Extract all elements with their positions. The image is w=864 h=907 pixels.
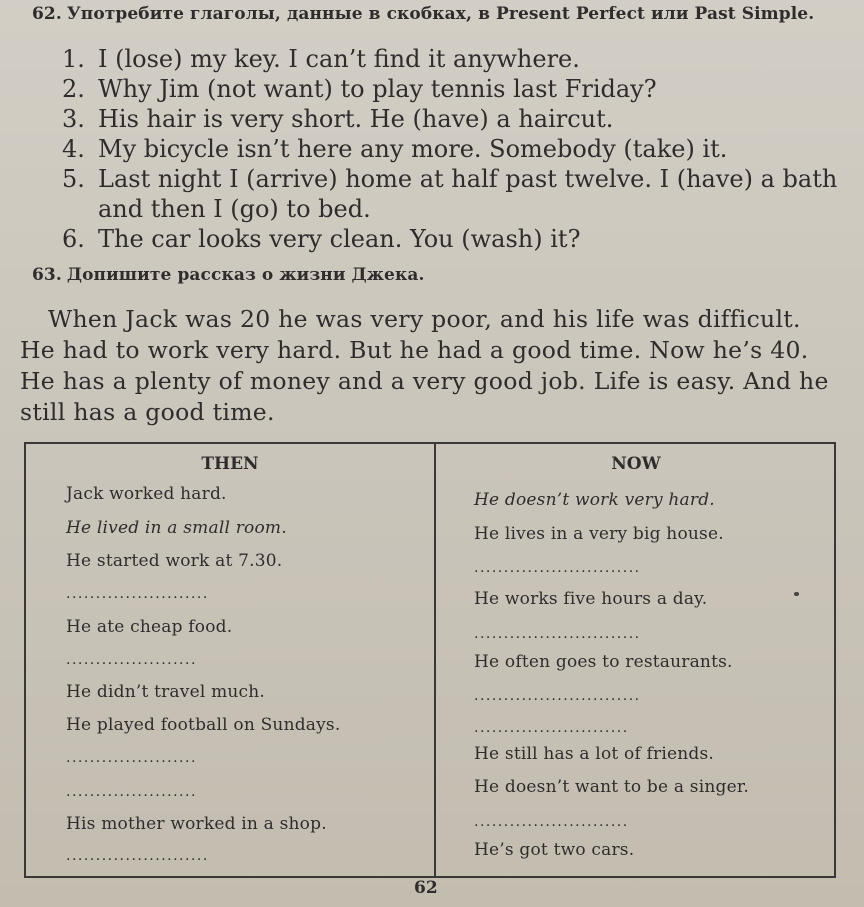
item-number: 4.: [62, 135, 85, 163]
item-text-continuation: and then I (go) to bed.: [98, 195, 371, 223]
then-blank: ........................: [66, 848, 209, 864]
now-row: He’s got two cars.: [474, 840, 635, 860]
exercise-63-heading: [32, 265, 424, 285]
item-number: 3.: [62, 105, 85, 133]
story-line: He had to work very hard. But he had a good time. Now he’s 40.: [20, 336, 809, 364]
now-row: He doesn’t want to be a singer.: [474, 777, 749, 797]
now-row: He often goes to restaurants.: [474, 652, 733, 672]
then-blank: ......................: [66, 784, 197, 800]
now-row: He works five hours a day.: [474, 589, 708, 609]
then-blank: ........................: [66, 586, 209, 602]
story-paragraph: [20, 304, 850, 428]
item-text: Why Jim (not want) to play tennis last Friday?: [98, 75, 657, 103]
then-row: Jack worked hard.: [66, 484, 227, 504]
item-text: Last night I (arrive) home at half past twelve. I (have) a bath: [98, 165, 838, 193]
item-number: 2.: [62, 75, 85, 103]
then-header: THEN: [201, 454, 259, 474]
then-now-table: [24, 442, 836, 878]
exercise-item: [62, 44, 837, 74]
exercise-item: [62, 164, 837, 224]
then-row: He played football on Sundays.: [66, 715, 341, 735]
exercise-item: [62, 74, 837, 104]
now-blank: ..........................: [474, 814, 629, 830]
ink-dot: [794, 592, 799, 596]
now-blank: ............................: [474, 560, 641, 576]
item-text: My bicycle isn’t here any more. Somebody (take) it.: [98, 135, 728, 163]
now-blank: ............................: [474, 688, 641, 704]
item-text: His hair is very short. He (have) a haircut.: [98, 105, 614, 133]
exercise-item: [62, 224, 837, 254]
then-column: [26, 444, 434, 876]
exercise-62-title: Употребите глаголы, данные в скобках, в Present Perfect или Past Simple.: [66, 4, 815, 24]
now-row: He still has a lot of friends.: [474, 744, 715, 764]
page-number: 62: [414, 878, 438, 898]
item-text: The car looks very clean. You (wash) it?: [98, 225, 581, 253]
exercise-63-title: Допишите рассказ о жизни Джека.: [66, 265, 425, 285]
now-blank: ............................: [474, 626, 641, 642]
then-row: He ate cheap food.: [66, 617, 233, 637]
story-line: When Jack was 20 he was very poor, and his life was difficult.: [48, 305, 801, 333]
then-row: His mother worked in a shop.: [66, 814, 327, 834]
story-line: still has a good time.: [20, 398, 275, 426]
story-line: He has a plenty of money and a very good job. Life is easy. And he: [20, 367, 829, 395]
then-row: He didn’t travel much.: [66, 682, 266, 702]
exercise-62-number: 62.: [32, 4, 62, 24]
now-row: He doesn’t work very hard.: [474, 490, 715, 510]
now-header: NOW: [611, 454, 661, 474]
item-text: I (lose) my key. I can’t find it anywhere.: [98, 45, 580, 73]
item-number: 5.: [62, 165, 85, 193]
item-number: 6.: [62, 225, 85, 253]
then-row: He started work at 7.30.: [66, 551, 283, 571]
now-blank: ..........................: [474, 720, 629, 736]
exercise-item: [62, 134, 837, 164]
exercise-63-number: 63.: [32, 265, 62, 285]
exercise-62-list: [62, 44, 837, 254]
then-blank: ......................: [66, 750, 197, 766]
exercise-62-heading: [32, 4, 814, 24]
exercise-item: [62, 104, 837, 134]
now-column: [436, 444, 836, 876]
then-row: He lived in a small room.: [66, 518, 287, 538]
item-number: 1.: [62, 45, 85, 73]
then-blank: ......................: [66, 652, 197, 668]
now-row: He lives in a very big house.: [474, 524, 724, 544]
